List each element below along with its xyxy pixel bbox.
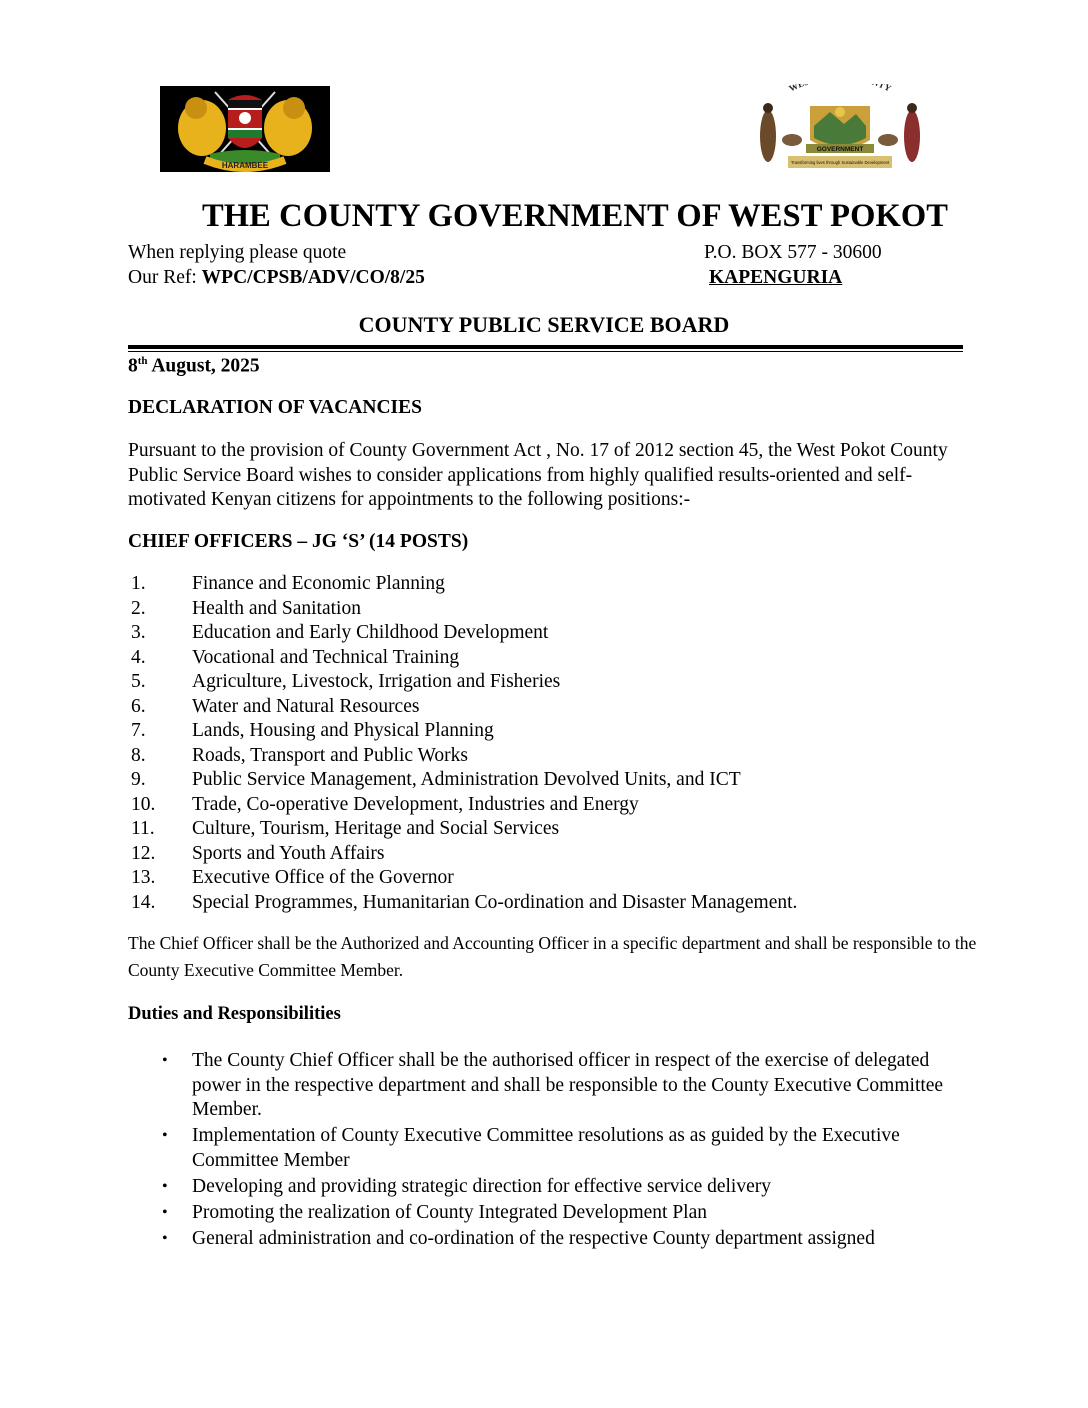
board-heading: COUNTY PUBLIC SERVICE BOARD [358, 312, 730, 337]
list-item-label: General administration and co-ordination of the respective County department assigned [192, 1227, 875, 1249]
ref-value: WPC/CPSB/ADV/CO/8/25 [201, 267, 425, 288]
list-item [128, 621, 797, 646]
svg-text:Transforming lives through Sus: Transforming lives through Sustainable Development [790, 160, 890, 165]
list-item-number: 10. [131, 793, 156, 815]
list-item-label: Developing and providing strategic direction for effective service delivery [192, 1175, 772, 1197]
list-item-number: 8. [131, 744, 146, 766]
list-item [128, 1227, 968, 1252]
reply-note: When replying please quote [128, 242, 347, 263]
header-divider-thick [128, 345, 963, 349]
posts-list [128, 572, 797, 915]
duties-heading: Duties and Responsibilities [128, 1004, 341, 1024]
county-government-title: THE COUNTY GOVERNMENT OF WEST POKOT [201, 198, 948, 234]
list-item-label: Education and Early Childhood Development [192, 622, 549, 643]
list-item [128, 817, 797, 842]
list-item [128, 1201, 968, 1226]
list-item-number: 1. [131, 573, 146, 594]
kenya-coat-of-arms-logo [160, 86, 330, 172]
list-item [128, 866, 797, 891]
posts-heading: CHIEF OFFICERS – JG ‘S’ (14 POSTS) [128, 531, 469, 552]
list-item [128, 744, 797, 769]
list-item-number: 2. [131, 597, 146, 619]
list-item [128, 1175, 968, 1200]
list-item-label: Public Service Management, Administration Devolved Units, and ICT [192, 769, 741, 790]
duties-list [128, 1049, 968, 1253]
list-item-number: 4. [131, 646, 146, 668]
bullet-icon: • [162, 1177, 168, 1195]
list-item-label: Trade, Co-operative Development, Industries and Energy [192, 793, 639, 815]
town-kapenguria: KAPENGURIA [709, 267, 843, 288]
list-item-label: Finance and Economic Planning [192, 573, 445, 594]
list-item-label: Executive Office of the Governor [192, 867, 454, 888]
svg-text:WEST POKOT COUNTY: W TY [787, 84, 893, 94]
list-item [128, 597, 797, 622]
list-item-number: 7. [131, 720, 146, 741]
ref-label: Our Ref: [128, 267, 197, 288]
west-pokot-county-seal-logo [748, 84, 932, 170]
letter-date: 8th August, 2025 [128, 355, 260, 377]
list-item-label: Lands, Housing and Physical Planning [192, 720, 494, 741]
list-item-label: Culture, Tourism, Heritage and Social Services [192, 818, 560, 839]
list-item-label: Vocational and Technical Training [192, 646, 460, 668]
list-item [128, 891, 797, 916]
list-item-label: Implementation of County Executive Committee resolutions as as guided by the Executive Committee Member [192, 1125, 900, 1171]
list-item [128, 1049, 968, 1123]
svg-text:GOVERNMENT: GOVERNMENT [816, 146, 864, 153]
list-item-number: 14. [131, 891, 156, 913]
list-item [128, 670, 797, 695]
list-item-label: Sports and Youth Affairs [192, 842, 385, 864]
intro-paragraph: Pursuant to the provision of County Government Act , No. 17 of 2012 section 45, the West Pokot County Public Service Board wishes to consider applications from highly qualified results-oriented and self-motivated Kenyan citizens for appointments to the following positions:- [128, 440, 948, 510]
list-item-label: Roads, Transport and Public Works [192, 744, 468, 766]
bullet-icon: • [162, 1229, 168, 1247]
list-item-number: 9. [131, 769, 146, 790]
list-item-number: 12. [131, 842, 156, 864]
list-item [128, 646, 797, 671]
list-item [128, 719, 797, 744]
svg-text:HARAMBEE: HARAMBEE [221, 161, 269, 170]
list-item [128, 572, 797, 597]
reference [128, 267, 425, 289]
list-item-number: 13. [131, 867, 156, 888]
header-divider-thin [128, 351, 963, 352]
list-item-label: Health and Sanitation [192, 597, 361, 619]
list-item-number: 11. [131, 818, 155, 839]
list-item-label: Water and Natural Resources [192, 695, 420, 717]
bullet-icon: • [162, 1127, 168, 1144]
list-item [128, 768, 797, 793]
list-item-label: Special Programmes, Humanitarian Co-ordination and Disaster Management. [192, 891, 798, 913]
list-item [128, 695, 797, 720]
list-item [128, 842, 797, 867]
list-item [128, 1124, 968, 1173]
po-box-address: P.O. BOX 577 - 30600 [704, 242, 882, 263]
chief-officer-note: The Chief Officer shall be the Authorized and Accounting Officer in a specific department and shall be responsible to the County Executive Committee Member. [128, 933, 977, 980]
list-item-label: Promoting the realization of County Integrated Development Plan [192, 1201, 707, 1223]
list-item [128, 793, 797, 818]
declaration-heading: DECLARATION OF VACANCIES [128, 397, 422, 418]
list-item-number: 3. [131, 622, 146, 643]
bullet-icon: • [162, 1052, 168, 1069]
list-item-label: Agriculture, Livestock, Irrigation and Fisheries [192, 671, 561, 692]
bullet-icon: • [162, 1203, 168, 1221]
list-item-number: 5. [131, 671, 146, 692]
list-item-number: 6. [131, 695, 146, 717]
list-item-label: The County Chief Officer shall be the authorised officer in respect of the exercise of delegated power in the respective department and shall be responsible to the County Executive Committee Member. [192, 1050, 944, 1120]
